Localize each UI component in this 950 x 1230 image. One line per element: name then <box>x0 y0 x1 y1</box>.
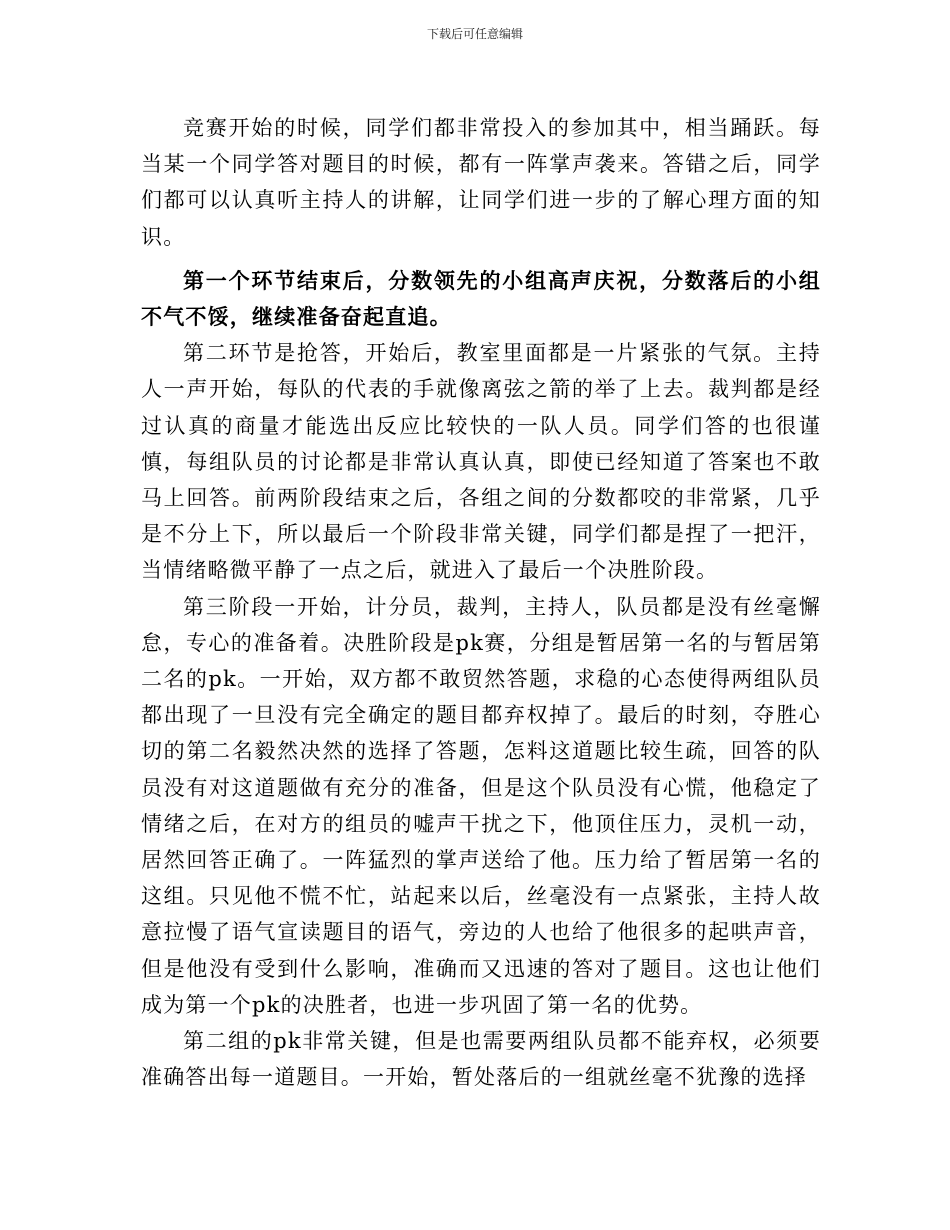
paragraph-round-three: 第三阶段一开始，计分员，裁判，主持人，队员都是没有丝毫懈怠，专心的准备着。决胜阶段是pk赛，分组是暂居第一名的与暂居第二名的pk。一开始，双方都不敢贸然答题，求稳的心态使得两组队员都出现了一旦没有完全确定的题目都弃权掉了。最后的时刻，夺胜心切的第二名毅然决然的选择了答题，怎料这道题比较生疏，回答的队员没有对这道题做有充分的准备，但是这个队员没有心慌，他稳定了情绪之后，在对方的组员的嘘声干扰之下，他顶住压力，灵机一动，居然回答正确了。一阵猛烈的掌声送给了他。压力给了暂居第一名的这组。只见他不慌不忙，站起来以后，丝毫没有一点紧张，主持人故意拉慢了语气宣读题目的语气，旁边的人也给了他很多的起哄声音，但是他没有受到什么影响，准确而又迅速的答对了题目。这也让他们成为第一个pk的决胜者，也进一步巩固了第一名的优势。 <box>141 594 821 1017</box>
paragraph-round-one-end: 第一个环节结束后，分数领先的小组高声庆祝，分数落后的小组不气不馁，继续准备奋起直追。 <box>141 267 821 330</box>
document-body <box>141 110 821 1095</box>
paragraph-contest-start: 竞赛开始的时候，同学们都非常投入的参加其中，相当踊跃。每当某一个同学答对题目的时候，都有一阵掌声袭来。答错之后，同学们都可以认真听主持人的讲解，让同学们进一步的了解心理方面的知识。 <box>141 116 821 249</box>
paragraph-second-pk: 第二组的pk非常关键，但是也需要两组队员都不能弃权，必须要准确答出每一道题目。一开始，暂处落后的一组就丝毫不犹豫的选择 <box>141 1029 821 1090</box>
paragraph-round-two: 第二环节是抢答，开始后，教室里面都是一片紧张的气氛。主持人一声开始，每队的代表的手就像离弦之箭的举了上去。裁判都是经过认真的商量才能选出反应比较快的一队人员。同学们答的也很谨慎，每组队员的讨论都是非常认真认真，即使已经知道了答案也不敢马上回答。前两阶段结束之后，各组之间的分数都咬的非常紧，几乎是不分上下，所以最后一个阶段非常关键，同学们都是捏了一把汗，当情绪略微平静了一点之后，就进入了最后一个决胜阶段。 <box>141 341 821 583</box>
page-header-note: 下载后可任意编辑 <box>426 27 523 41</box>
